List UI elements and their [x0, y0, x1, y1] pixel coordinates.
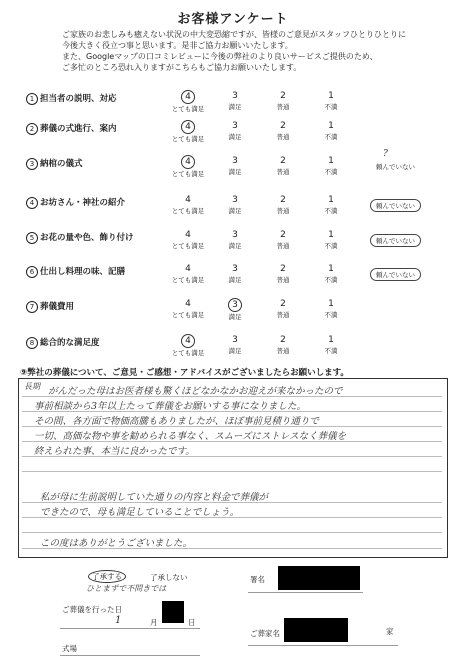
rating-value: 3	[232, 264, 238, 274]
intro-line: ご家族のお悲しみも癒えない状況の中大変恐縮ですが、皆様のご意見がスタッフひとりひとりに	[62, 30, 406, 39]
rating-label: 満足	[228, 207, 242, 215]
rating-label: 不満	[324, 133, 338, 141]
rating-label: とても満足	[171, 311, 205, 319]
rating-option[interactable]	[263, 194, 303, 215]
rating-label: 普通	[276, 103, 290, 111]
selected-rating-circle	[181, 334, 195, 348]
rating-value: 4	[185, 230, 191, 240]
rating-option[interactable]	[215, 120, 255, 141]
date-line	[60, 628, 200, 629]
question-number: 4	[26, 197, 38, 209]
comment-line: できたので、母も満足していることでしょう。	[40, 507, 240, 518]
rating-label: 不満	[324, 207, 338, 215]
question-number: 5	[26, 232, 38, 244]
rating-label: 満足	[228, 347, 242, 355]
rating-option[interactable]	[168, 263, 208, 284]
rating-value: 1	[328, 299, 334, 309]
rating-value: 2	[280, 156, 286, 166]
rating-value: 2	[280, 335, 286, 345]
rating-option[interactable]	[311, 90, 351, 111]
rating-option[interactable]	[263, 229, 303, 250]
comment-line: その間、各方面で物価高騰もありましたが、ほぼ事前見積り通りで	[34, 416, 320, 427]
rating-value: 4	[185, 195, 191, 205]
rating-option[interactable]	[263, 90, 303, 111]
question-number: 6	[26, 266, 38, 278]
question-label	[26, 122, 117, 135]
question-label	[26, 196, 125, 209]
rating-option[interactable]	[263, 334, 303, 355]
comment-rule	[22, 426, 442, 427]
question-label	[26, 231, 134, 244]
family-line	[248, 645, 398, 646]
rating-label: 普通	[276, 347, 290, 355]
consent-yes[interactable]	[88, 571, 126, 582]
rating-value: 3	[232, 121, 238, 131]
comment-line: この度はありがとうございました。	[40, 538, 193, 549]
rating-value: 2	[280, 230, 286, 240]
date-month-unit: 月	[150, 618, 158, 627]
question-number: 2	[26, 123, 38, 135]
comment-margin-note: 長期	[24, 382, 40, 391]
rating-value: 1	[328, 335, 334, 345]
family-suffix: 家	[386, 627, 394, 636]
question-number: 7	[26, 301, 38, 313]
rating-label: とても満足	[171, 170, 205, 178]
question-text: 納棺の儀式	[40, 159, 83, 169]
rating-label: 満足	[228, 313, 242, 321]
rating-option[interactable]	[168, 229, 208, 250]
comment-rule	[22, 441, 442, 442]
consent-yes-label: 了承する	[88, 570, 126, 583]
comment-rule	[22, 532, 442, 533]
rating-option[interactable]	[168, 120, 208, 143]
rating-option[interactable]	[311, 155, 351, 176]
rating-value: 2	[280, 195, 286, 205]
date-month: 1	[115, 615, 122, 626]
signature-label: 署名	[250, 575, 265, 584]
rating-option[interactable]	[168, 194, 208, 215]
not-requested-option[interactable]: 頼んでいない	[370, 268, 421, 281]
rating-label: 満足	[228, 276, 242, 284]
rating-value: 1	[328, 121, 334, 131]
rating-label: 普通	[276, 276, 290, 284]
consent-no[interactable]: 了承しない	[150, 573, 188, 582]
signature-redacted	[278, 566, 360, 590]
venue-line	[60, 655, 200, 656]
selected-rating-circle	[181, 155, 195, 169]
rating-option[interactable]	[263, 155, 303, 176]
rating-label: とても満足	[171, 105, 205, 113]
rating-label: 普通	[276, 168, 290, 176]
rating-option[interactable]	[311, 298, 351, 319]
rating-option[interactable]	[263, 298, 303, 319]
venue-label: 式場	[62, 644, 77, 653]
selected-rating-circle	[181, 120, 195, 134]
rating-label: 満足	[228, 242, 242, 250]
comment-line: 終えられた事、本当に良かったです。	[34, 446, 195, 457]
rating-option[interactable]	[168, 90, 208, 113]
rating-value: 4	[185, 157, 191, 167]
comment-heading: ⑨弊社の葬儀について、ご意見・ご感想・アドバイスがございましたらお願いします。	[20, 368, 349, 378]
rating-value: 2	[280, 264, 286, 274]
rating-option[interactable]	[168, 334, 208, 357]
comment-rule	[22, 396, 442, 397]
rating-value: 1	[328, 195, 334, 205]
rating-value: 2	[280, 91, 286, 101]
rating-value: 3	[232, 156, 238, 166]
rating-option[interactable]	[215, 334, 255, 355]
rating-value: 4	[185, 122, 191, 132]
family-label: ご葬家名	[250, 629, 280, 638]
comment-rule	[22, 411, 442, 412]
rating-label: 不満	[324, 103, 338, 111]
question-text: お坊さん・神社の紹介	[40, 198, 126, 208]
rating-label: 不満	[324, 311, 338, 319]
comment-line: 私が母に生前説明していた通りの内容と料金で葬儀が	[40, 492, 269, 503]
rating-value: 1	[328, 91, 334, 101]
comment-rule	[22, 502, 442, 503]
not-requested-option[interactable]: 頼んでいない	[370, 199, 421, 212]
rating-value: 2	[280, 299, 286, 309]
question-text: 葬儀の式進行、案内	[40, 124, 117, 134]
question-number: 1	[26, 93, 38, 105]
rating-value: 2	[280, 121, 286, 131]
question-label	[26, 300, 74, 313]
rating-label: 不満	[324, 242, 338, 250]
date-day-redacted	[162, 601, 184, 623]
date-day-unit: 日	[188, 618, 196, 627]
rating-label: とても満足	[171, 242, 205, 250]
consent-handwritten: ひとまずで不問きでは	[86, 584, 167, 593]
rating-label: 満足	[228, 168, 242, 176]
rating-option[interactable]	[215, 229, 255, 250]
intro-line: ご多忙のところ恐れ入りますがこちらもご協力お願いいたします。	[62, 63, 302, 72]
rating-value: 3	[232, 195, 238, 205]
rating-label: 普通	[276, 207, 290, 215]
question-number: 8	[26, 337, 38, 349]
question-text: お花の量や色、飾り付け	[40, 233, 134, 243]
question-text: 総合的な満足度	[40, 338, 100, 348]
rating-label: 普通	[276, 311, 290, 319]
comment-line: 一切、高価な物や事を勧められる事なく、スムーズにストレスなく葬儀を	[34, 431, 347, 442]
comment-rule	[22, 517, 442, 518]
rating-label: とても満足	[171, 349, 205, 357]
rating-option[interactable]	[311, 229, 351, 250]
rating-option[interactable]	[168, 298, 208, 319]
question-text: 仕出し料理の味、記膳	[40, 267, 126, 277]
rating-value: 3	[232, 230, 238, 240]
selected-rating-circle	[181, 90, 195, 104]
intro-line: また、Googleマップの口コミレビューに今後の弊社のより良いサービスご提供のため、	[62, 52, 378, 61]
rating-option[interactable]	[215, 263, 255, 284]
rating-label: とても満足	[171, 276, 205, 284]
rating-label: 満足	[228, 103, 242, 111]
comment-rule	[22, 456, 442, 457]
rating-label: とても満足	[171, 135, 205, 143]
rating-option[interactable]	[215, 155, 255, 176]
intro-line: 今後大きく役立つ事と思います。是非ご協力お願いいたします。	[62, 41, 293, 50]
not-requested-option[interactable]: 頼んでいない	[370, 234, 421, 247]
question-text: 葬儀費用	[40, 302, 75, 312]
comment-line: がんだった母はお医者様も驚くほどなかなかお迎えが来なかったので	[48, 386, 343, 397]
rating-label: 不満	[324, 276, 338, 284]
rating-label: 不満	[324, 347, 338, 355]
rating-option[interactable]	[311, 120, 351, 141]
rating-value: 3	[232, 335, 238, 345]
selected-rating-circle	[228, 298, 242, 312]
rating-option[interactable]	[311, 263, 351, 284]
rating-option[interactable]	[168, 155, 208, 178]
rating-label: 満足	[228, 133, 242, 141]
question-label	[26, 92, 117, 105]
rating-option[interactable]	[215, 298, 255, 321]
rating-label: 不満	[324, 168, 338, 176]
rating-option[interactable]	[215, 194, 255, 215]
comment-line: 事前相談から3年以上たって葬儀をお願いする事になりました。	[34, 401, 307, 412]
not-requested-option[interactable]: 頼んでいない	[376, 163, 415, 171]
family-name-redacted	[284, 618, 348, 642]
question-text: 担当者の説明、対応	[40, 94, 117, 104]
question-label	[26, 336, 100, 349]
rating-option[interactable]	[311, 334, 351, 355]
rating-value: 4	[185, 336, 191, 346]
rating-option[interactable]	[311, 194, 351, 215]
rating-option[interactable]	[263, 120, 303, 141]
rating-value: 4	[185, 299, 191, 309]
question-label	[26, 157, 83, 170]
rating-option[interactable]	[263, 263, 303, 284]
rating-value: 3	[232, 91, 238, 101]
date-label: ご葬儀を行った日	[62, 605, 122, 614]
question-number: 3	[26, 158, 38, 170]
comment-rule	[22, 548, 442, 549]
page-title: お客様アンケート	[177, 12, 289, 27]
question-label	[26, 265, 125, 278]
intro-text	[62, 29, 422, 73]
comment-rule	[22, 471, 442, 472]
rating-value: 4	[185, 264, 191, 274]
handwritten-question-mark: ?	[383, 149, 388, 159]
rating-value: 1	[328, 264, 334, 274]
rating-label: 普通	[276, 242, 290, 250]
rating-label: とても満足	[171, 207, 205, 215]
signature-line	[248, 592, 363, 593]
rating-label: 普通	[276, 133, 290, 141]
rating-value: 1	[328, 230, 334, 240]
rating-option[interactable]	[215, 90, 255, 111]
rating-value: 4	[185, 92, 191, 102]
rating-value: 1	[328, 156, 334, 166]
rating-value: 3	[232, 300, 238, 310]
